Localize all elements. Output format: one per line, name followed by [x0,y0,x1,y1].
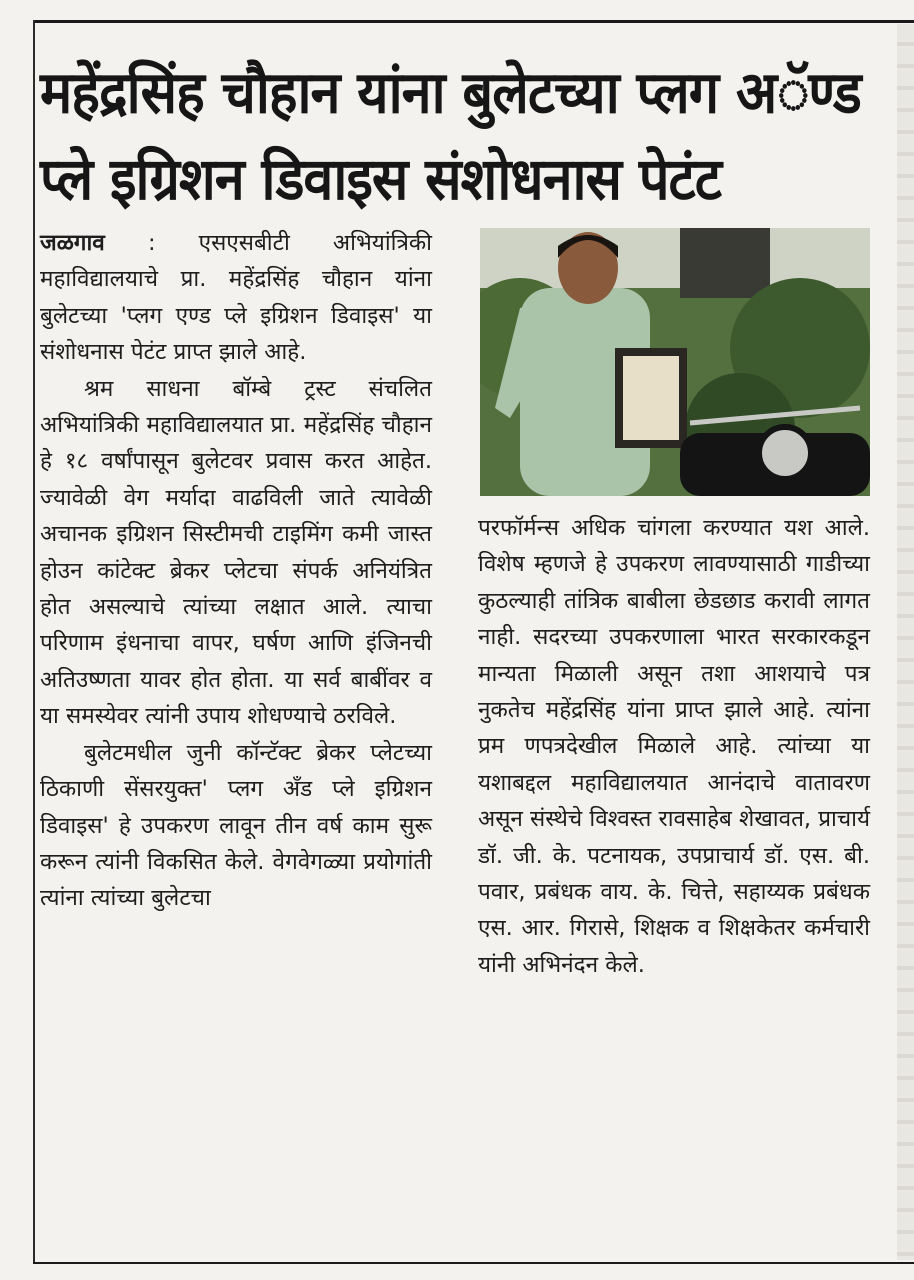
bottom-rule [33,1262,914,1264]
lead-text: एसएसबीटी अभियांत्रिकी महाविद्यालयाचे प्रा. महेंद्रसिंह चौहान यांना बुलेटच्या 'प्लग एण्ड प्ले इग्रिशन डिवाइस' या संशोधनास पेटंट प्राप्त झाले आहे. [40,230,432,366]
paragraph-4: परफॉर्मन्स अधिक चांगला करण्यात यश आले. विशेष म्हणजे हे उपकरण लावण्यासाठी गाडीच्या कुठल्याही तांत्रिक बाबीला छेडछाड करावी लागत नाही. सदरच्या उपकरणाला भारत सरकारकडून मान्यता मिळाली असून तशा आशयाचे पत्र नुकतेच महेंद्रसिंह यांना प्राप्त झाले आहे. त्यांना प्रम णपत्रदेखील मिळाले आहे. त्यांच्या या यशाबद्दल महाविद्यालयात आनंदाचे वातावरण असून संस्थेचे विश्वस्त रावसाहेब शेखावत, प्राचार्य डॉ. जी. के. पटनायक, उपप्राचार्य डॉ. एस. बी. पवार, प्रबंधक वाय. के. चित्ते, सहाय्यक प्रबंधक एस. आर. गिरासे, शिक्षक व शिक्षकेतर कर्मचारी यांनी अभिनंदन केले. [478,515,871,978]
paragraph-3: बुलेटमधील जुनी कॉन्टॅक्ट ब्रेकर प्लेटच्या ठिकाणी सेंसरयुक्त' प्लग अँड प्ले इग्रिशन डिवाइस' हे उपकरण लावून तीन वर्ष काम सुरू करून त्यांनी विकसित केले. वेगवेगळ्या प्रयोगांती त्यांना त्यांच्या बुलेटचा [40,739,432,912]
motorcycle-headlight [759,427,811,479]
paragraph-2: श्रम साधना बॉम्बे ट्रस्ट संचलित अभियांत्रिकी महाविद्यालयात प्रा. महेंद्रसिंह चौहान हे १८ वर्षांपासून बुलेटवर प्रवास करत आहेत. ज्यावेळी वेग मर्यादा वाढविली जाते त्यावेळी अचानक इग्रिशन सिस्टीमची टाइमिंग कमी जास्त होउन कांटेक्ट ब्रेकर प्लेटचा संपर्क अनियंत्रित होत असल्याचे त्यांच्या लक्षात आले. त्याचा परिणाम इंधनाचा वापर, घर्षण आणि इंजिनची अतिउष्णता यावर होत होता. या सर्व बाबींवर व या समस्येवर त्यांनी उपाय शोधण्याचे ठरविले. [40,375,432,730]
adjacent-page-edge [897,24,914,1260]
top-rule [33,20,914,23]
lead-paragraph [40,225,432,371]
dateline: जळगाव [40,230,105,256]
window [680,228,770,298]
column-border [33,20,35,1264]
photo-illustration [480,228,870,496]
headline: महेंद्रसिंह चौहान यांना बुलेटच्या प्लग अॅण्ड प्ले इग्रिशन डिवाइस संशोधनास पेटंट [40,58,861,214]
article-column-right [478,510,870,983]
dateline-separator: : [104,230,199,256]
article-column-left [40,225,432,917]
article-photo [480,228,870,496]
certificate [623,356,679,440]
